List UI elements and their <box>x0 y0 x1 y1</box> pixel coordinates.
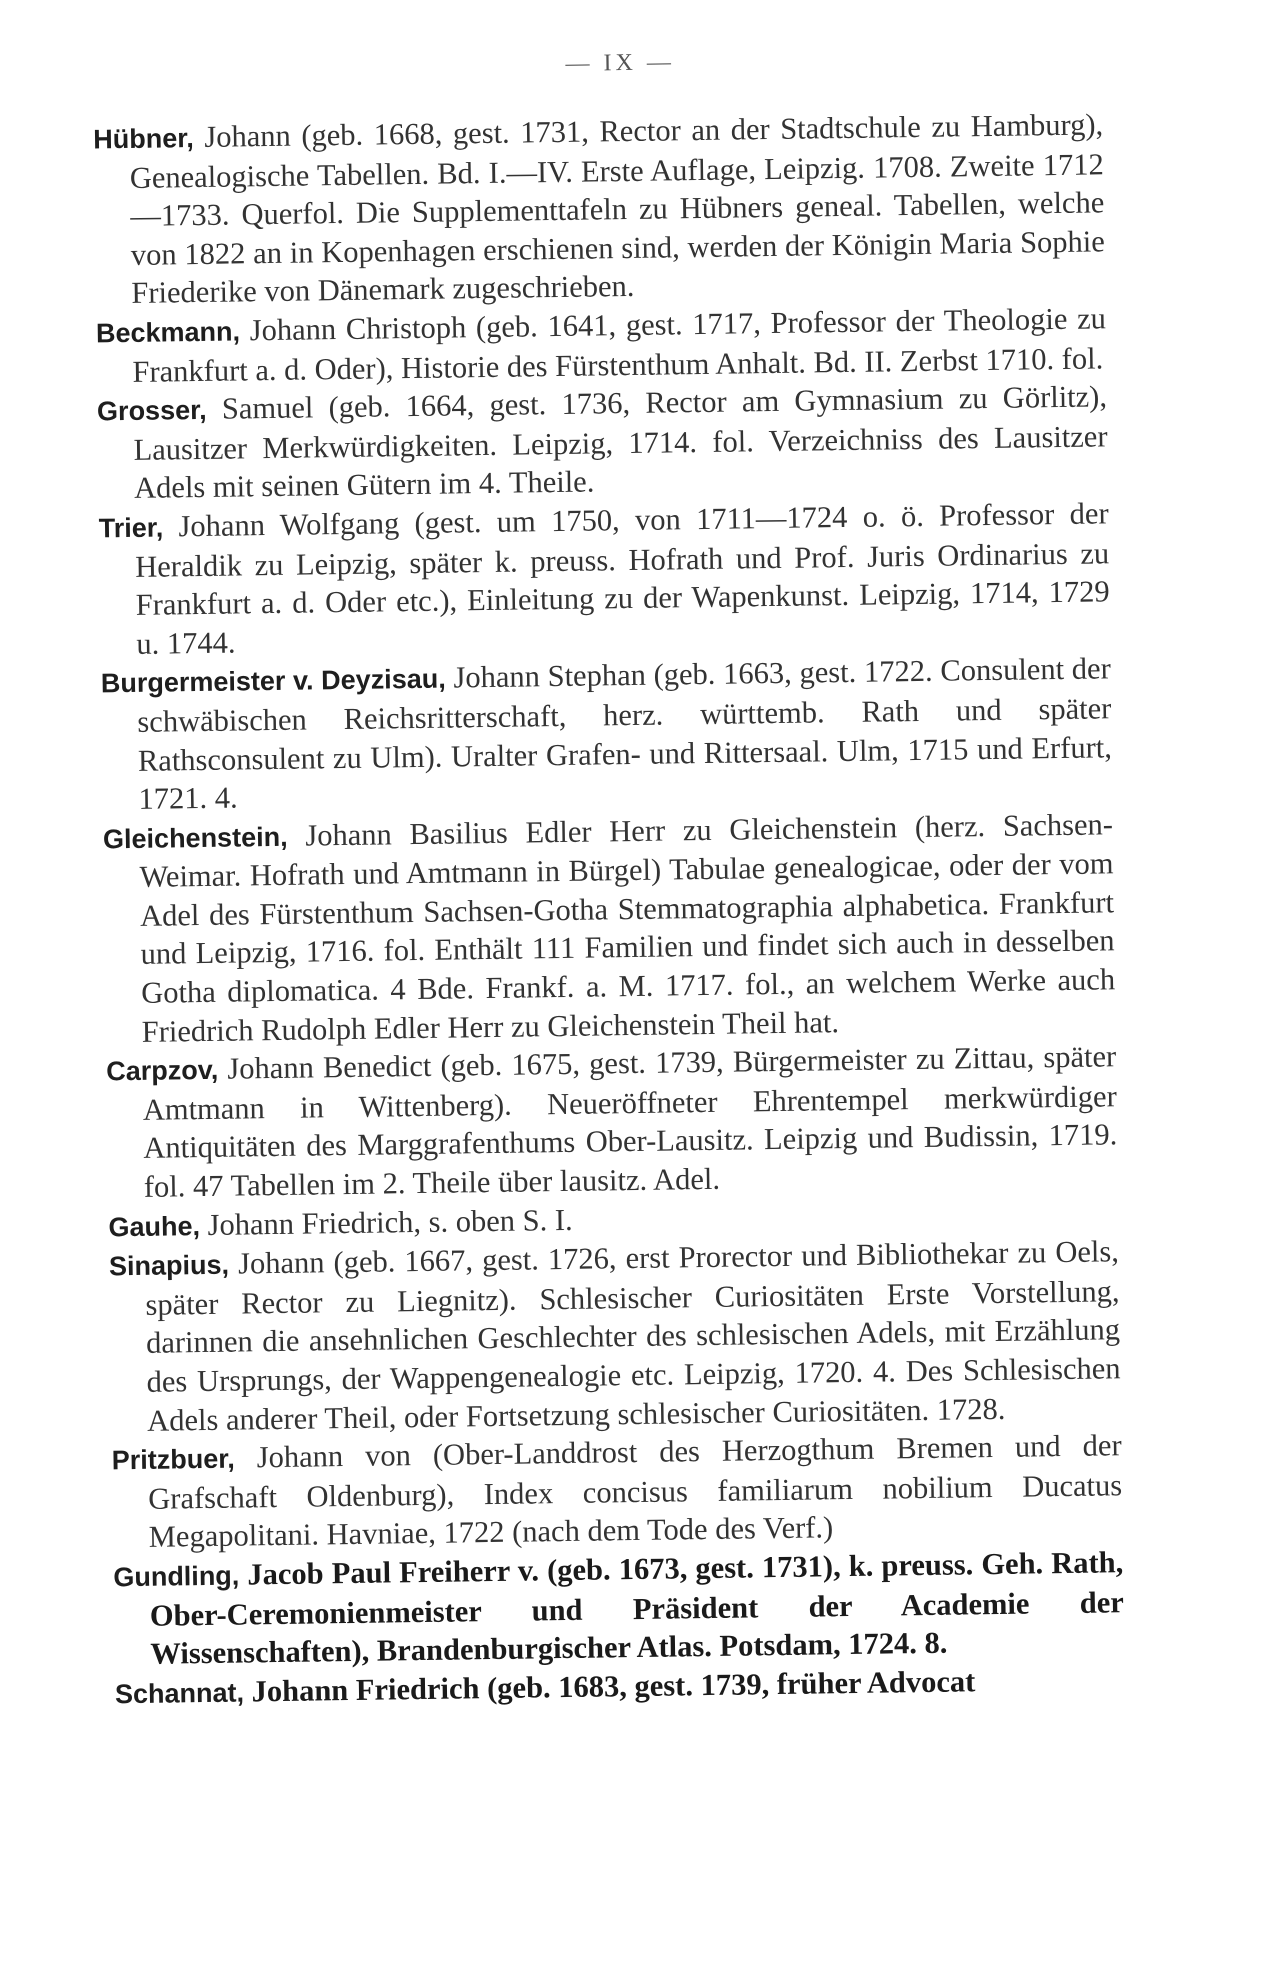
entry-text: Johann Friedrich (geb. 1683, gest. 1739, früher Advocat <box>251 1664 976 1709</box>
entry-text: Johann Christoph (geb. 1641, gest. 1717, Professor der Theologie zu Frankfurt a. d. Oder), Historie des Fürstenthum Anhalt. Bd. II. Zerbst 1710. fol. <box>132 301 1107 389</box>
entry-author: Beckmann, <box>95 316 241 349</box>
entry-text: Johann Friedrich, s. oben S. I. <box>207 1202 573 1242</box>
entry-author: Pritzbuer, <box>111 1443 235 1476</box>
entry-gleichenstein <box>103 805 1116 1052</box>
entry-carpzov <box>106 1038 1118 1207</box>
entry-author: Sinapius, <box>108 1249 230 1282</box>
entry-pritzbuer <box>111 1426 1123 1557</box>
bibliography-list <box>93 105 1125 1713</box>
entry-huebner <box>93 105 1106 313</box>
entry-author: Gundling, <box>113 1560 240 1593</box>
entry-trier <box>98 494 1110 663</box>
entry-text: Johann Stephan (geb. 1663, gest. 1722. Consulent der schwäbischen Reichsritterschaft, herz. württemb. Rath und später Rathsconsulent zu Ulm). Uralter Grafen- und Rittersaal. Ulm, 1715 und Erfurt, 1721. 4. <box>137 651 1113 816</box>
entry-beckmann <box>96 299 1107 391</box>
entry-burgermeister <box>101 650 1113 819</box>
entry-text: Johann von (Ober-Landdrost des Herzogthum Bremen und der Grafschaft Oldenburg), Index concisus familiarum nobilium Ducatus Megapolitani. Havniae, 1722 (nach dem Tode des Verf.) <box>148 1428 1123 1555</box>
entry-author: Gleichenstein, <box>102 821 288 855</box>
entry-author: Trier, <box>98 512 164 544</box>
entry-text: Johann Benedict (geb. 1675, gest. 1739, Bürgermeister zu Zittau, später Amtmann in Wittenberg). Neueröffneter Ehrentempel merkwürdiger Antiquitäten des Marggrafenthums Ober-Lausitz. Leipzig und Budissin, 1719. fol. 47 Tabellen im 2. Theile über lausitz. Adel. <box>142 1039 1118 1204</box>
entry-author: Burgermeister v. Deyzisau, <box>100 663 446 699</box>
entry-gundling <box>113 1543 1125 1674</box>
entry-sinapius <box>109 1232 1122 1440</box>
entry-author: Gauhe, <box>108 1210 201 1242</box>
entry-text: Johann Wolfgang (gest. um 1750, von 1711—1724 o. ö. Professor der Heraldik zu Leipzig, später k. preuss. Hofrath und Prof. Juris Ordinarius zu Frankfurt a. d. Oder etc.), Einleitung zu der Wapenkunst. Leipzig, 1714, 1729 u. 1744. <box>134 496 1110 661</box>
entry-text: Jacob Paul Freiherr v. (geb. 1673, gest. 1731), k. preuss. Geh. Rath, Ober-Ceremonienmeister und Präsident der Academie der Wissenschaften), Brandenburgischer Atlas. Potsdam, 1724. 8. <box>149 1545 1125 1671</box>
entry-author: Carpzov, <box>106 1055 219 1087</box>
entry-grosser <box>97 377 1109 508</box>
entry-text: Samuel (geb. 1664, gest. 1736, Rector am Gymnasium zu Görlitz), Lausitzer Merkwürdigkeiten. Leipzig, 1714. fol. Verzeichniss des Lausitzer Adels mit seinen Gütern im 4. Theile. <box>133 379 1108 506</box>
entry-text: Johann Basilius Edler Herr zu Gleichenstein (herz. Sachsen-Weimar. Hofrath und Amtmann in Bürgel) Tabulae genealogicae, oder der vom Adel des Fürstenthum Sachsen-Gotha Stemmatographia alphabetica. Frankfurt und Leipzig, 1716. fol. Enthält 111 Familien und findet sich auch in desselben Gotha diplomatica. 4 Bde. Frankf. a. M. 1717. fol., an welchem Werke auch Friedrich Rudolph Edler Herr zu Gleichenstein Theil hat. <box>139 806 1116 1049</box>
page-number: — IX — <box>565 49 676 77</box>
entry-author: Hübner, <box>93 123 194 155</box>
entry-author: Schannat, <box>114 1677 245 1710</box>
entry-text: Johann (geb. 1668, gest. 1731, Rector an der Stadtschule zu Hamburg), Genealogische Tabellen. Bd. I.—IV. Erste Auflage, Leipzig. 1708. Zweite 1712—1733. Querfol. Die Supplementtafeln zu Hübners geneal. Tabellen, welche von 1822 an in Kopenhagen erschienen sind, werden der Königin Maria Sophie Friederike von Dänemark zugeschrieben. <box>129 107 1106 311</box>
entry-text: Johann (geb. 1667, gest. 1726, erst Prorector und Bibliothekar zu Oels, später Rector zu Liegnitz). Schlesischer Curiositäten Erste Vorstellung, darinnen die ansehnlichen Geschlechter des schlesischen Adels, mit Erzählung des Ursprungs, der Wappengenealogie etc. Leipzig, 1720. 4. Des Schlesischen Adels anderer Theil, oder Fortsetzung schlesischer Curiositäten. 1728. <box>145 1234 1121 1438</box>
entry-author: Grosser, <box>96 395 207 427</box>
